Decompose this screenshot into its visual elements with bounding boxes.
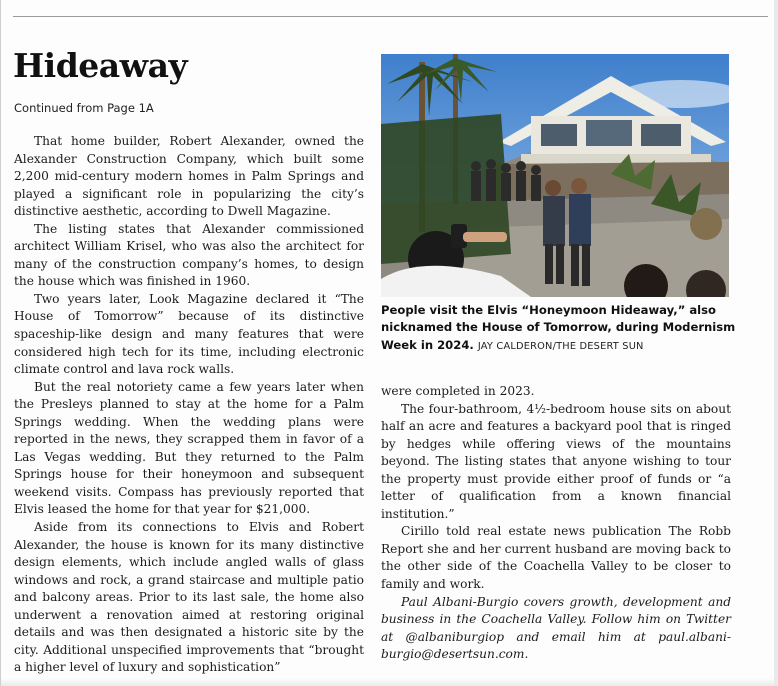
photo-caption: [381, 302, 736, 355]
top-rule: [13, 16, 768, 17]
paragraph: Aside from its connections to Elvis and Robert Alexander, the house is known for its many distinctive design elements, which include angled walls of glass windows and rock, a grand staircase and multiple patio and balcony areas. Prior to its last sale, the home also underwent a renovation aimed at restoring original details and was then designated a historic site by the city. Additional unspecified improvements that “brought a higher level of luxury and sophistication”: [14, 520, 364, 675]
paragraph: The listing states that Alexander commissioned architect William Krisel, who was also the architect for many of the construction company’s homes, to design the house which was finished in 1960.: [14, 221, 364, 289]
article-photo: [381, 54, 729, 297]
scrollbar-track[interactable]: [774, 0, 778, 686]
paragraph: The four-bathroom, 4½-bedroom house sits on about half an acre and features a backyard pool that is ringed by hedges while offering views of the mountains beyond. The listing states that anyone wishing to tour the property must provide either proof of funds or “a letter of qualification from a known financial institution.”: [381, 401, 731, 521]
continued-from-label: Continued from Page 1A: [14, 101, 154, 115]
paragraph: But the real notoriety came a few years later when the Presleys planned to stay at the home for a Palm Springs wedding. When the wedding plans were reported in the news, they scrapped them in favor of a Las Vegas wedding. But they returned to the Palm Springs house for their honeymoon and subsequent weekend visits. Compass has previously reported that Elvis leased the home for that year for $21,000.: [14, 379, 364, 517]
paragraph: That home builder, Robert Alexander, owned the Alexander Construction Company, which built some 2,200 mid-century modern homes in Palm Springs and played a significant role in popularizing the city’s distinctive aesthetic, according to Dwell Magazine.: [14, 134, 364, 219]
article-column-left: [14, 133, 364, 677]
author-bio: Paul Albani-Burgio covers growth, development and business in the Coachella Valley. Follow him on Twitter at @albaniburgiop and email him at paul.albani-burgio@desertsun.com.: [381, 594, 731, 662]
paragraph: Cirillo told real estate news publication The Robb Report she and her current husband are moving back to the other side of the Coachella Valley to be closer to family and work.: [381, 524, 731, 592]
article-headline: Hideaway: [13, 46, 188, 85]
article-column-right: [381, 383, 731, 664]
caption-text: People visit the Elvis “Honeymoon Hideaway,” also nicknamed the House of Tomorrow, during Modernism Week in 2024.: [381, 303, 736, 352]
photo-credit: JAY CALDERON/THE DESERT SUN: [477, 340, 644, 352]
page-bottom-edge: [1, 678, 778, 686]
paragraph-continuation: were completed in 2023.: [381, 384, 535, 398]
paragraph: Two years later, Look Magazine declared it “The House of Tomorrow” because of its distinctive spaceship-like design and many features that were considered high tech for its time, including electronic climate control and lava rock walls.: [14, 291, 364, 377]
